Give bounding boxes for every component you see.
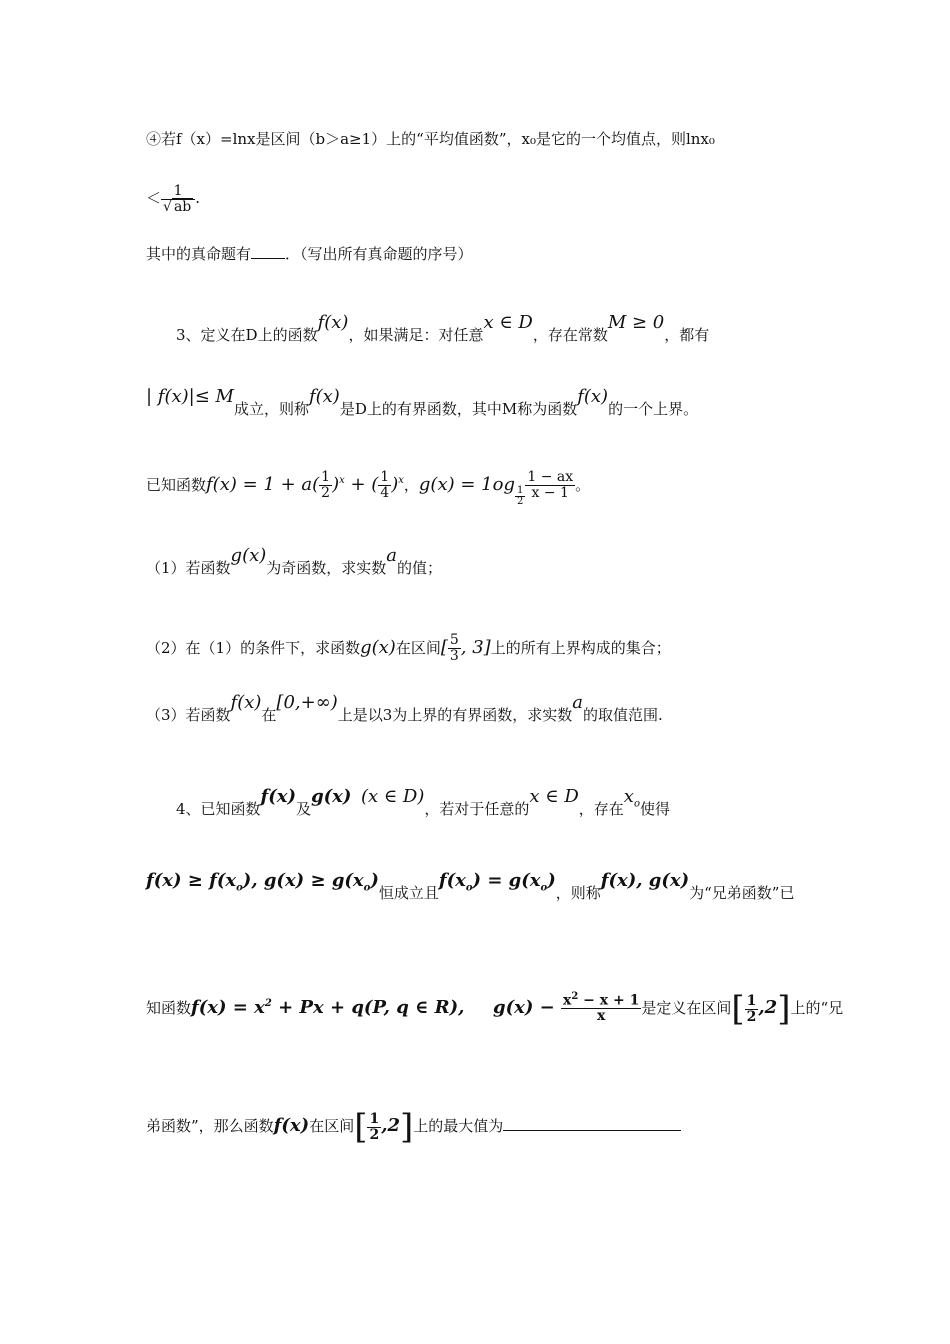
g-definition: g(x) − $\frac{x^2 - x + 1}{x}$ <box>493 991 640 1025</box>
true-proposition-question: 其中的真命题有 ．（写出所有真命题的序号） <box>146 245 473 263</box>
problem3-definition: 3、定义在D上的函数f(x)，如果满足：对任意x ∈ D，存在常数M ≥ 0，都有 <box>176 312 710 344</box>
f-definition: $f(x) = x^2 + Px + q(P$, q ∈ R), <box>191 997 465 1019</box>
less-than: ＜ <box>146 189 162 208</box>
f-definition: f(x) = 1 + a( $\frac{1}{2}$ )$^x$ + ( $\frac{1}{4}$ )$^x$ <box>206 469 404 501</box>
statement-text: ④若f（x）=lnx是区间（b＞a≥1）上的“平均值函数”，x₀是它的一个均值点，则lnx₀ <box>146 130 715 148</box>
answer-blank <box>503 1130 681 1131</box>
interval-5-3-to-3: [ $\frac{5}{3}$ , 3] <box>440 632 491 664</box>
equality: $f(x_o) = g(x_o)$ <box>438 870 556 894</box>
problem3-q1: （1）若函数g(x)为奇函数，求实数a的值； <box>146 545 443 577</box>
problem3-bounded-def: | f(x)|≤ M成立，则称f(x)是D上的有界函数，其中M称为函数f(x)的一个上界。 <box>146 386 699 418</box>
fx: f(x) <box>317 312 349 333</box>
item4-statement <box>146 132 715 147</box>
fraction-1-over-sqrt-ab: $\frac{1}{√ ab}$ <box>161 184 195 214</box>
inequalities: $f(x) \ge f(x_o)$, $g(x) \ge g(x_o)$ <box>146 870 379 894</box>
item4-fraction-line <box>146 184 200 214</box>
period: . <box>195 189 201 208</box>
problem4-condition: $f(x) \ge f(x_o)$, $g(x) \ge g(x_o)$恒成立且$f(x_o) = g(x_o)$，则称f(x), g(x)为“兄弟函数”已 <box>146 870 795 902</box>
problem3-functions: 已知函数f(x) = 1 + a( $\frac{1}{2}$ )$^x$ + ( $\frac{1}{4}$ )$^x$，g(x) = 1og $\frac{1}{2}$ $\frac{1 - ax}{x - 1}$ 。 <box>146 469 591 508</box>
problem3-q2: （2）在（1）的条件下，求函数g(x)在区间[ $\frac{5}{3}$ , 3]上的所有上界构成的集合； <box>146 632 671 664</box>
answer-blank <box>251 258 285 259</box>
problem3-q3: （3）若函数f(x)在[0,+∞)上是以3为上界的有界函数，求实数a的取值范围. <box>146 692 663 724</box>
abs-f-le-M: | f(x)|≤ M <box>146 386 234 407</box>
problem4-definition: 4、已知函数f(x)及g(x) (x ∈ D)，若对于任意的x ∈ D，存在$x_o$使得 <box>176 786 670 818</box>
x-in-D: x ∈ D <box>483 312 533 333</box>
M-ge-0: M ≥ 0 <box>607 312 665 333</box>
g-definition: g(x) = 1og $\frac{1}{2}$ $\frac{1 - ax}{x - 1}$ <box>418 469 574 508</box>
interval-0-inf: [0,+∞) <box>276 692 338 713</box>
problem4-functions: 知函数$f(x) = x^2 + Px + q(P$, q ∈ R), g(x) − $\frac{x^2 - x + 1}{x}$ 是定义在区间[ $\frac{1}{2}$ ,2]上的“兄 <box>146 989 844 1030</box>
problem4-question: 弟函数”，那么函数f(x)在区间[ $\frac{1}{2}$ ,2]上的最大值为 <box>146 1110 681 1144</box>
